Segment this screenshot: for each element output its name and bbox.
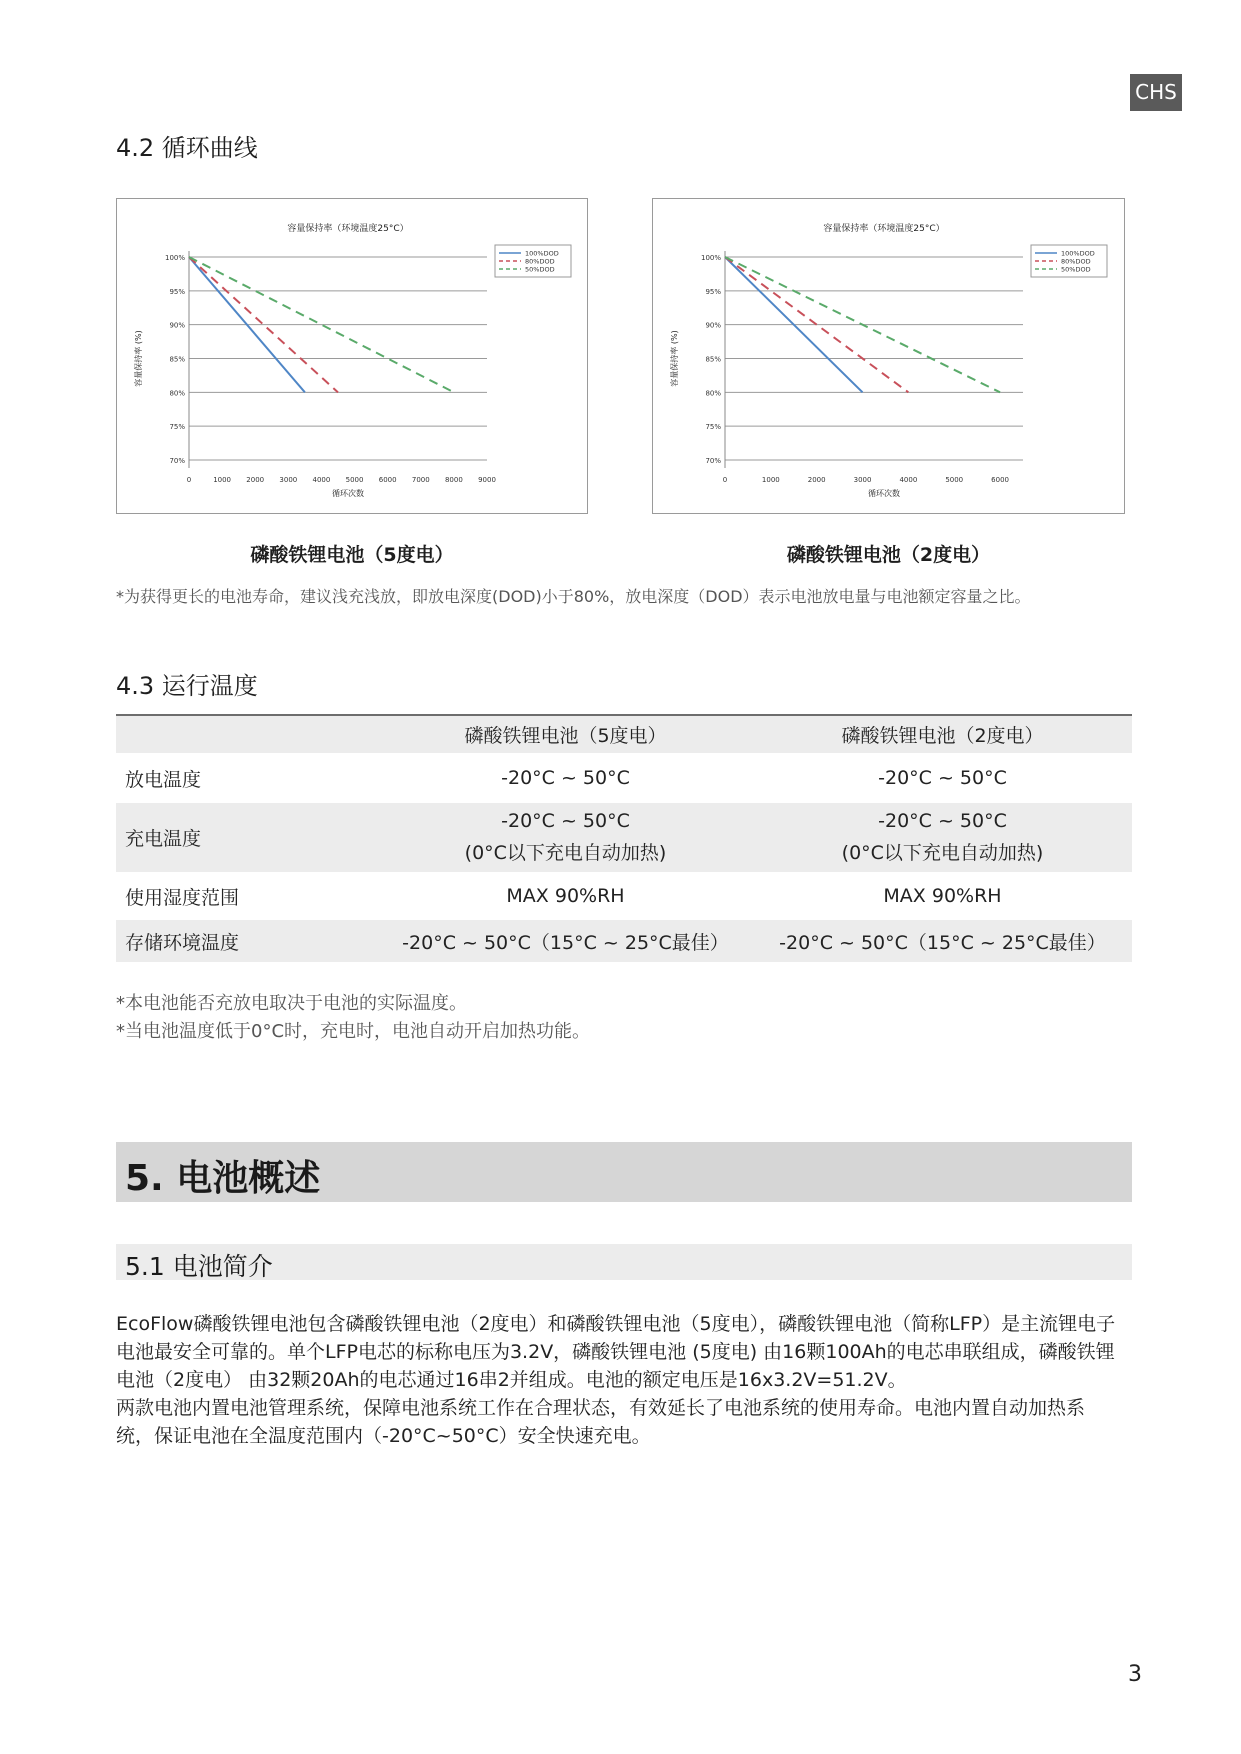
chart-5kwh-box <box>116 198 588 514</box>
cell-5kwh: -20°C ~ 50°C（15°C ~ 25°C最佳） <box>378 920 753 962</box>
table-header-2kwh: 磷酸铁锂电池（2度电） <box>753 715 1132 753</box>
legend-label: 50%DOD <box>1061 265 1091 274</box>
cell-5kwh: -20°C ~ 50°C <box>501 767 630 789</box>
cell-2kwh: MAX 90%RH <box>883 885 1002 907</box>
intro-line: 两款电池内置电池管理系统，保障电池系统工作在合理状态，有效延长了电池系统的使用寿命。电池内置自动加热系 <box>116 1397 1086 1419</box>
y-tick-label: 70% <box>169 457 185 465</box>
section-5-1-bar <box>116 1244 1132 1280</box>
intro-line: EcoFlow磷酸铁锂电池包含磷酸铁锂电池（2度电）和磷酸铁锂电池（5度电），磷酸铁锂电池（简称LFP）是主流锂电子 <box>116 1313 1116 1335</box>
cell-5kwh-line1: -20°C ~ 50°C <box>501 810 630 832</box>
x-tick-label: 8000 <box>444 476 463 484</box>
x-tick-label: 9000 <box>478 476 496 484</box>
table-row <box>116 753 1132 803</box>
x-axis-label: 循环次数 <box>332 489 364 498</box>
cell-2kwh: -20°C ~ 50°C（15°C ~ 25°C最佳） <box>753 920 1132 962</box>
page-number: 3 <box>1128 1662 1142 1687</box>
table-row <box>116 872 1132 920</box>
table-row <box>116 803 1132 872</box>
y-tick-label: 90% <box>169 321 185 330</box>
y-tick-label: 80% <box>705 389 721 398</box>
x-tick-label: 6000 <box>378 476 397 484</box>
x-tick-label: 4000 <box>899 476 918 484</box>
table-header-empty <box>116 715 378 753</box>
row-label: 放电温度 <box>125 768 202 791</box>
x-tick-label: 6000 <box>991 476 1009 484</box>
x-tick-label: 4000 <box>312 476 331 484</box>
y-tick-label: 85% <box>705 355 721 364</box>
x-axis-label: 循环次数 <box>868 489 900 498</box>
table-row <box>116 920 1132 962</box>
y-tick-label: 75% <box>705 423 721 432</box>
x-tick-label: 0 <box>722 476 728 484</box>
y-axis-label: 容量保持率 (%) <box>134 330 143 387</box>
cell-5kwh: MAX 90%RH <box>506 885 625 907</box>
legend-label: 50%DOD <box>525 265 555 274</box>
y-tick-label: 70% <box>705 457 721 465</box>
x-tick-label: 7000 <box>411 476 430 484</box>
chart-title: 容量保持率（环境温度25°C） <box>287 224 409 234</box>
chart-2kwh-box <box>652 198 1125 514</box>
chart-5kwh-caption: 磷酸铁锂电池（5度电） <box>250 544 454 566</box>
chart-2kwh-caption: 磷酸铁锂电池（2度电） <box>786 544 991 566</box>
table-header-5kwh: 磷酸铁锂电池（5度电） <box>378 715 753 753</box>
cycle-chart-5kwh <box>117 199 587 513</box>
row-label: 使用湿度范围 <box>125 886 240 909</box>
section-title-4-2: 4.2 循环曲线 <box>116 134 258 162</box>
section-title-4-3: 4.3 运行温度 <box>116 672 258 700</box>
x-tick-label: 3000 <box>279 476 298 484</box>
x-tick-label: 2000 <box>807 476 826 484</box>
intro-line: 统，保证电池在全温度范围内（-20°C~50°C）安全快速充电。 <box>116 1425 651 1447</box>
y-tick-label: 95% <box>169 287 185 296</box>
y-tick-label: 85% <box>169 355 185 364</box>
intro-line: 电池最安全可靠的。单个LFP电芯的标称电压为3.2V，磷酸铁锂电池 (5度电) 由16颗100Ah的电芯串联组成，磷酸铁锂 <box>116 1341 1115 1363</box>
y-tick-label: 100% <box>164 254 185 262</box>
section-title-5-1: 5.1 电池简介 <box>125 1252 273 1281</box>
row-label: 充电温度 <box>116 803 378 872</box>
y-tick-label: 100% <box>700 254 721 262</box>
legend-label: 100%DOD <box>1061 249 1095 258</box>
table-header-row <box>116 715 1132 753</box>
section-title-5: 5. 电池概述 <box>125 1158 321 1199</box>
cell-2kwh-line1: -20°C ~ 50°C <box>878 810 1007 832</box>
x-tick-label: 5000 <box>945 476 964 484</box>
battery-intro-text <box>116 1310 1136 1450</box>
legend-label: 80%DOD <box>525 257 555 266</box>
section-5-bar <box>116 1142 1132 1202</box>
legend-label: 100%DOD <box>525 249 559 258</box>
x-tick-label: 2000 <box>246 476 265 484</box>
y-axis-label: 容量保持率 (%) <box>670 330 679 387</box>
cell-2kwh <box>753 803 1132 872</box>
intro-line: 电池（2度电） 由32颗20Ah的电芯通过16串2并组成。电池的额定电压是16x3.2V=51.2V。 <box>116 1369 907 1391</box>
legend-label: 80%DOD <box>1061 257 1091 266</box>
x-tick-label: 1000 <box>761 476 780 484</box>
operating-temperature-table <box>116 714 1132 962</box>
language-badge: CHS <box>1130 74 1182 111</box>
y-tick-label: 90% <box>705 321 721 330</box>
cell-5kwh <box>378 803 753 872</box>
chart-title: 容量保持率（环境温度25°C） <box>823 224 945 234</box>
x-tick-label: 5000 <box>345 476 364 484</box>
x-tick-label: 1000 <box>213 476 232 484</box>
cell-2kwh-line2: (0°C以下充电自动加热) <box>841 842 1044 864</box>
x-tick-label: 0 <box>186 476 192 484</box>
temperature-note-2: *当电池温度低于0°C时，充电时，电池自动开启加热功能。 <box>116 1021 591 1042</box>
cell-5kwh-line2: (0°C以下充电自动加热) <box>464 842 667 864</box>
temperature-note-1: *本电池能否充放电取决于电池的实际温度。 <box>116 993 467 1014</box>
y-tick-label: 95% <box>705 287 721 296</box>
row-label: 存储环境温度 <box>116 920 378 962</box>
cycle-chart-2kwh <box>653 199 1124 513</box>
dod-note: *为获得更长的电池寿命，建议浅充浅放，即放电深度(DOD)小于80%，放电深度（DOD）表示电池放电量与电池额定容量之比。 <box>116 587 1031 606</box>
y-tick-label: 75% <box>169 423 185 432</box>
y-tick-label: 80% <box>169 389 185 398</box>
cell-2kwh: -20°C ~ 50°C <box>878 767 1007 789</box>
x-tick-label: 3000 <box>853 476 872 484</box>
